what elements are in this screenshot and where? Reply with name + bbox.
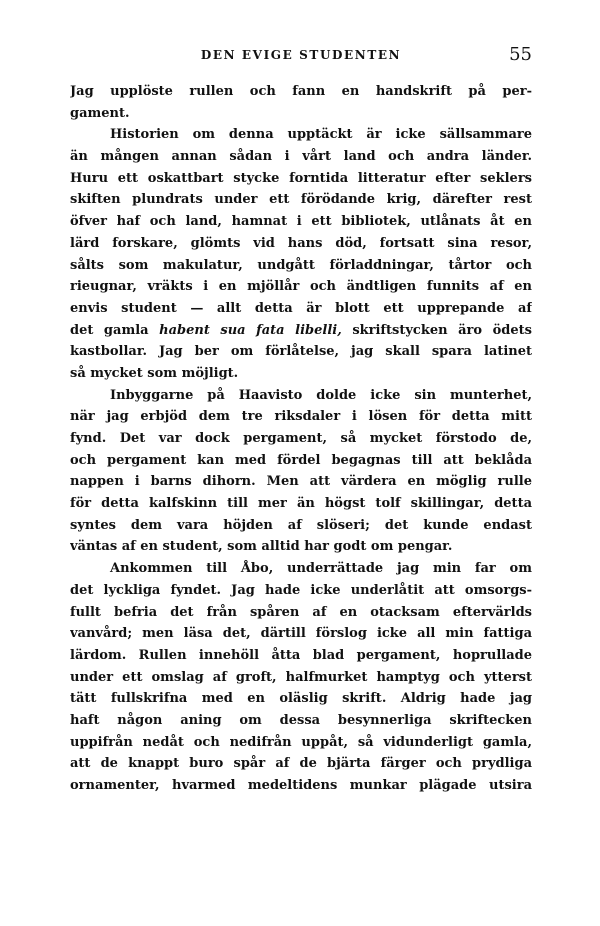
text-line: det lyckliga fyndet. Jag hade icke underlåtit att omsorgs-: [70, 582, 532, 598]
text-line: fullt befria det från spåren af en otacksam eftervärlds: [70, 604, 532, 620]
text-line: lärd forskare, glömts vid hans död, fortsatt sina resor,: [70, 235, 532, 251]
text-line: under ett omslag af groft, halfmurket hamptyg och ytterst: [70, 669, 532, 685]
text-line: öfver haf och land, hamnat i ett bibliotek, utlånats åt en: [70, 214, 532, 230]
text-line: väntas af en student, som alltid har godt om pengar.: [70, 539, 453, 555]
text-line: Ankommen till Åbo, underrättade jag min far om: [110, 561, 532, 577]
text-line: Inbyggarne på Haavisto dolde icke sin munterhet,: [110, 387, 532, 403]
text-line: nappen i barns dihorn. Men att värdera en möglig rulle: [70, 474, 532, 490]
text-line: än mången annan sådan i vårt land och andra länder.: [70, 149, 532, 165]
text-line: Historien om denna upptäckt är icke sällsammare: [110, 127, 532, 143]
text-line: haft någon aning om dessa besynnerliga skriftecken: [70, 712, 532, 728]
running-title: DEN EVIGE STUDENTEN: [200, 48, 402, 62]
text-line: vanvård; men läsa det, därtill förslog icke all min fattiga: [70, 626, 532, 642]
text-line: för detta kalfskinn till mer än högst tolf skillingar, detta: [70, 496, 532, 512]
text-line-with-latin: [70, 320, 532, 342]
text-line: gament.: [70, 105, 130, 121]
running-head: [70, 43, 532, 67]
text-line: uppifrån nedåt och nedifrån uppåt, så vidunderligt gamla,: [70, 734, 532, 750]
text-segment: skriftstycken äro ödets: [341, 322, 532, 338]
text-line: och pergament kan med fördel begagnas till att beklåda: [70, 452, 532, 468]
text-line: att de knappt buro spår af de bjärta färger och prydliga: [70, 756, 532, 772]
text-segment: det gamla: [70, 322, 160, 338]
text-line: tätt fullskrifna med en oläslig skrift. Aldrig hade jag: [70, 691, 532, 707]
text-line: syntes dem vara höjden af slöseri; det kunde endast: [70, 517, 532, 533]
text-line: rieugnar, vräkts i en mjöllår och ändtligen funnits af en: [70, 279, 532, 295]
text-line: fynd. Det var dock pergament, så mycket förstodo de,: [70, 431, 532, 446]
body-text: [70, 81, 532, 797]
text-line: sålts som makulatur, undgått förladdningar, tårtor och: [70, 257, 532, 273]
text-line: skiften plundrats under ett förödande krig, därefter rest: [70, 192, 532, 208]
text-line: kastbollar. Jag ber om förlåtelse, jag skall spara latinet: [70, 344, 532, 360]
text-line: så mycket som möjligt.: [70, 365, 239, 381]
page-number: 55: [509, 44, 532, 65]
text-line: lärdom. Rullen innehöll åtta blad pergament, hoprullade: [70, 647, 532, 663]
text-line: Huru ett oskattbart stycke forntida litteratur efter seklers: [70, 170, 532, 186]
latin-phrase: habent sua fata libelli,: [159, 322, 342, 338]
text-line: ornamenter, hvarmed medeltidens munkar plägade utsira: [70, 778, 532, 793]
text-line: Jag upplöste rullen och fann en handskrift på per-: [70, 84, 532, 99]
text-line: när jag erbjöd dem tre riksdaler i lösen för detta mitt: [70, 409, 532, 425]
text-line: envis student — allt detta är blott ett upprepande af: [70, 300, 532, 316]
